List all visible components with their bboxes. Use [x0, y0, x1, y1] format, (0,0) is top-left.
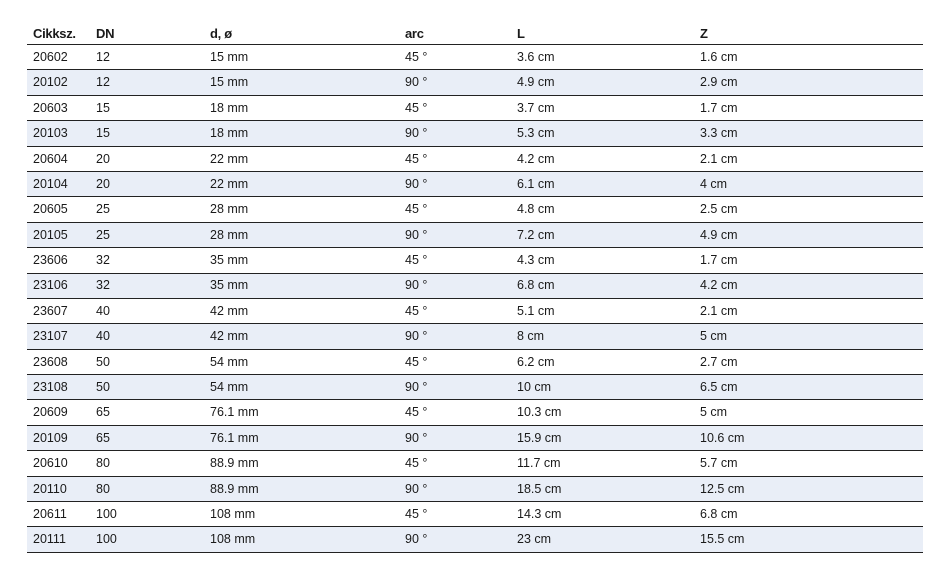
cell-z: 2.1 cm — [694, 146, 923, 171]
cell-length: 14.3 cm — [511, 502, 694, 527]
column-header-length: L — [511, 17, 694, 45]
cell-diameter: 108 mm — [204, 527, 399, 552]
cell-item-number: 20103 — [27, 121, 90, 146]
table-header-row — [27, 17, 923, 45]
cell-dn: 100 — [90, 502, 204, 527]
cell-arc: 45 ° — [399, 146, 511, 171]
cell-length: 7.2 cm — [511, 222, 694, 247]
cell-arc: 90 ° — [399, 273, 511, 298]
cell-item-number: 23106 — [27, 273, 90, 298]
cell-item-number: 20111 — [27, 527, 90, 552]
cell-arc: 90 ° — [399, 121, 511, 146]
cell-z: 4.2 cm — [694, 273, 923, 298]
cell-arc: 45 ° — [399, 248, 511, 273]
cell-length: 15.9 cm — [511, 425, 694, 450]
cell-arc: 90 ° — [399, 425, 511, 450]
cell-arc: 90 ° — [399, 222, 511, 247]
table-row — [27, 222, 923, 247]
cell-dn: 25 — [90, 197, 204, 222]
cell-diameter: 88.9 mm — [204, 476, 399, 501]
cell-z: 6.8 cm — [694, 502, 923, 527]
cell-dn: 20 — [90, 171, 204, 196]
column-header-z: Z — [694, 17, 923, 45]
cell-dn: 50 — [90, 349, 204, 374]
cell-diameter: 76.1 mm — [204, 425, 399, 450]
cell-z: 1.6 cm — [694, 45, 923, 70]
table-row — [27, 349, 923, 374]
cell-length: 6.1 cm — [511, 171, 694, 196]
column-header-dn: DN — [90, 17, 204, 45]
cell-arc: 90 ° — [399, 324, 511, 349]
cell-arc: 90 ° — [399, 171, 511, 196]
cell-item-number: 20602 — [27, 45, 90, 70]
cell-length: 4.9 cm — [511, 70, 694, 95]
cell-z: 1.7 cm — [694, 248, 923, 273]
cell-dn: 65 — [90, 425, 204, 450]
cell-item-number: 23606 — [27, 248, 90, 273]
cell-arc: 90 ° — [399, 375, 511, 400]
table-row — [27, 146, 923, 171]
cell-dn: 15 — [90, 95, 204, 120]
cell-diameter: 35 mm — [204, 273, 399, 298]
cell-diameter: 22 mm — [204, 146, 399, 171]
cell-dn: 20 — [90, 146, 204, 171]
cell-dn: 15 — [90, 121, 204, 146]
table-row — [27, 70, 923, 95]
cell-diameter: 35 mm — [204, 248, 399, 273]
cell-item-number: 23607 — [27, 298, 90, 323]
cell-length: 4.8 cm — [511, 197, 694, 222]
cell-dn: 12 — [90, 45, 204, 70]
cell-item-number: 20105 — [27, 222, 90, 247]
cell-arc: 90 ° — [399, 70, 511, 95]
cell-z: 5 cm — [694, 324, 923, 349]
column-header-diameter: d, ø — [204, 17, 399, 45]
cell-item-number: 20102 — [27, 70, 90, 95]
cell-z: 2.5 cm — [694, 197, 923, 222]
cell-item-number: 20604 — [27, 146, 90, 171]
cell-item-number: 20104 — [27, 171, 90, 196]
cell-diameter: 28 mm — [204, 222, 399, 247]
cell-item-number: 23107 — [27, 324, 90, 349]
table-row — [27, 197, 923, 222]
cell-z: 4.9 cm — [694, 222, 923, 247]
cell-dn: 50 — [90, 375, 204, 400]
cell-diameter: 76.1 mm — [204, 400, 399, 425]
cell-diameter: 15 mm — [204, 70, 399, 95]
cell-length: 8 cm — [511, 324, 694, 349]
cell-diameter: 42 mm — [204, 324, 399, 349]
cell-arc: 45 ° — [399, 502, 511, 527]
cell-diameter: 18 mm — [204, 121, 399, 146]
cell-length: 5.1 cm — [511, 298, 694, 323]
cell-diameter: 88.9 mm — [204, 451, 399, 476]
cell-z: 6.5 cm — [694, 375, 923, 400]
table-row — [27, 425, 923, 450]
cell-diameter: 28 mm — [204, 197, 399, 222]
cell-length: 10.3 cm — [511, 400, 694, 425]
cell-dn: 32 — [90, 248, 204, 273]
cell-length: 4.3 cm — [511, 248, 694, 273]
cell-item-number: 23608 — [27, 349, 90, 374]
table-row — [27, 375, 923, 400]
cell-length: 6.8 cm — [511, 273, 694, 298]
cell-arc: 90 ° — [399, 476, 511, 501]
table-row — [27, 95, 923, 120]
cell-arc: 45 ° — [399, 400, 511, 425]
cell-arc: 45 ° — [399, 349, 511, 374]
cell-arc: 45 ° — [399, 45, 511, 70]
cell-diameter: 54 mm — [204, 375, 399, 400]
cell-dn: 80 — [90, 476, 204, 501]
cell-length: 4.2 cm — [511, 146, 694, 171]
table-row — [27, 476, 923, 501]
cell-z: 2.9 cm — [694, 70, 923, 95]
cell-dn: 32 — [90, 273, 204, 298]
table-body — [27, 45, 923, 553]
cell-dn: 65 — [90, 400, 204, 425]
cell-length: 5.3 cm — [511, 121, 694, 146]
cell-dn: 80 — [90, 451, 204, 476]
cell-length: 18.5 cm — [511, 476, 694, 501]
table-row — [27, 171, 923, 196]
cell-item-number: 20603 — [27, 95, 90, 120]
cell-arc: 45 ° — [399, 95, 511, 120]
cell-z: 4 cm — [694, 171, 923, 196]
cell-z: 5.7 cm — [694, 451, 923, 476]
column-header-arc: arc — [399, 17, 511, 45]
table-row — [27, 527, 923, 552]
table-row — [27, 298, 923, 323]
table-row — [27, 248, 923, 273]
cell-arc: 45 ° — [399, 197, 511, 222]
table-row — [27, 451, 923, 476]
spec-table-container — [27, 17, 923, 553]
cell-dn: 100 — [90, 527, 204, 552]
cell-length: 23 cm — [511, 527, 694, 552]
cell-z: 5 cm — [694, 400, 923, 425]
cell-diameter: 15 mm — [204, 45, 399, 70]
cell-arc: 45 ° — [399, 451, 511, 476]
cell-diameter: 42 mm — [204, 298, 399, 323]
cell-z: 3.3 cm — [694, 121, 923, 146]
table-row — [27, 45, 923, 70]
cell-dn: 40 — [90, 324, 204, 349]
cell-diameter: 18 mm — [204, 95, 399, 120]
cell-dn: 25 — [90, 222, 204, 247]
cell-length: 11.7 cm — [511, 451, 694, 476]
table-row — [27, 324, 923, 349]
table-row — [27, 400, 923, 425]
cell-item-number: 23108 — [27, 375, 90, 400]
cell-z: 10.6 cm — [694, 425, 923, 450]
cell-z: 15.5 cm — [694, 527, 923, 552]
cell-z: 12.5 cm — [694, 476, 923, 501]
cell-item-number: 20109 — [27, 425, 90, 450]
cell-dn: 40 — [90, 298, 204, 323]
cell-length: 3.6 cm — [511, 45, 694, 70]
cell-arc: 45 ° — [399, 298, 511, 323]
cell-diameter: 22 mm — [204, 171, 399, 196]
cell-diameter: 108 mm — [204, 502, 399, 527]
table-row — [27, 273, 923, 298]
pipe-fitting-spec-table — [27, 17, 923, 553]
cell-dn: 12 — [90, 70, 204, 95]
cell-item-number: 20610 — [27, 451, 90, 476]
cell-length: 3.7 cm — [511, 95, 694, 120]
cell-item-number: 20609 — [27, 400, 90, 425]
table-row — [27, 121, 923, 146]
cell-z: 2.1 cm — [694, 298, 923, 323]
cell-length: 6.2 cm — [511, 349, 694, 374]
column-header-item-number: Cikksz. — [27, 17, 90, 45]
cell-diameter: 54 mm — [204, 349, 399, 374]
cell-item-number: 20611 — [27, 502, 90, 527]
cell-item-number: 20110 — [27, 476, 90, 501]
cell-length: 10 cm — [511, 375, 694, 400]
table-row — [27, 502, 923, 527]
cell-item-number: 20605 — [27, 197, 90, 222]
cell-z: 1.7 cm — [694, 95, 923, 120]
cell-z: 2.7 cm — [694, 349, 923, 374]
cell-arc: 90 ° — [399, 527, 511, 552]
